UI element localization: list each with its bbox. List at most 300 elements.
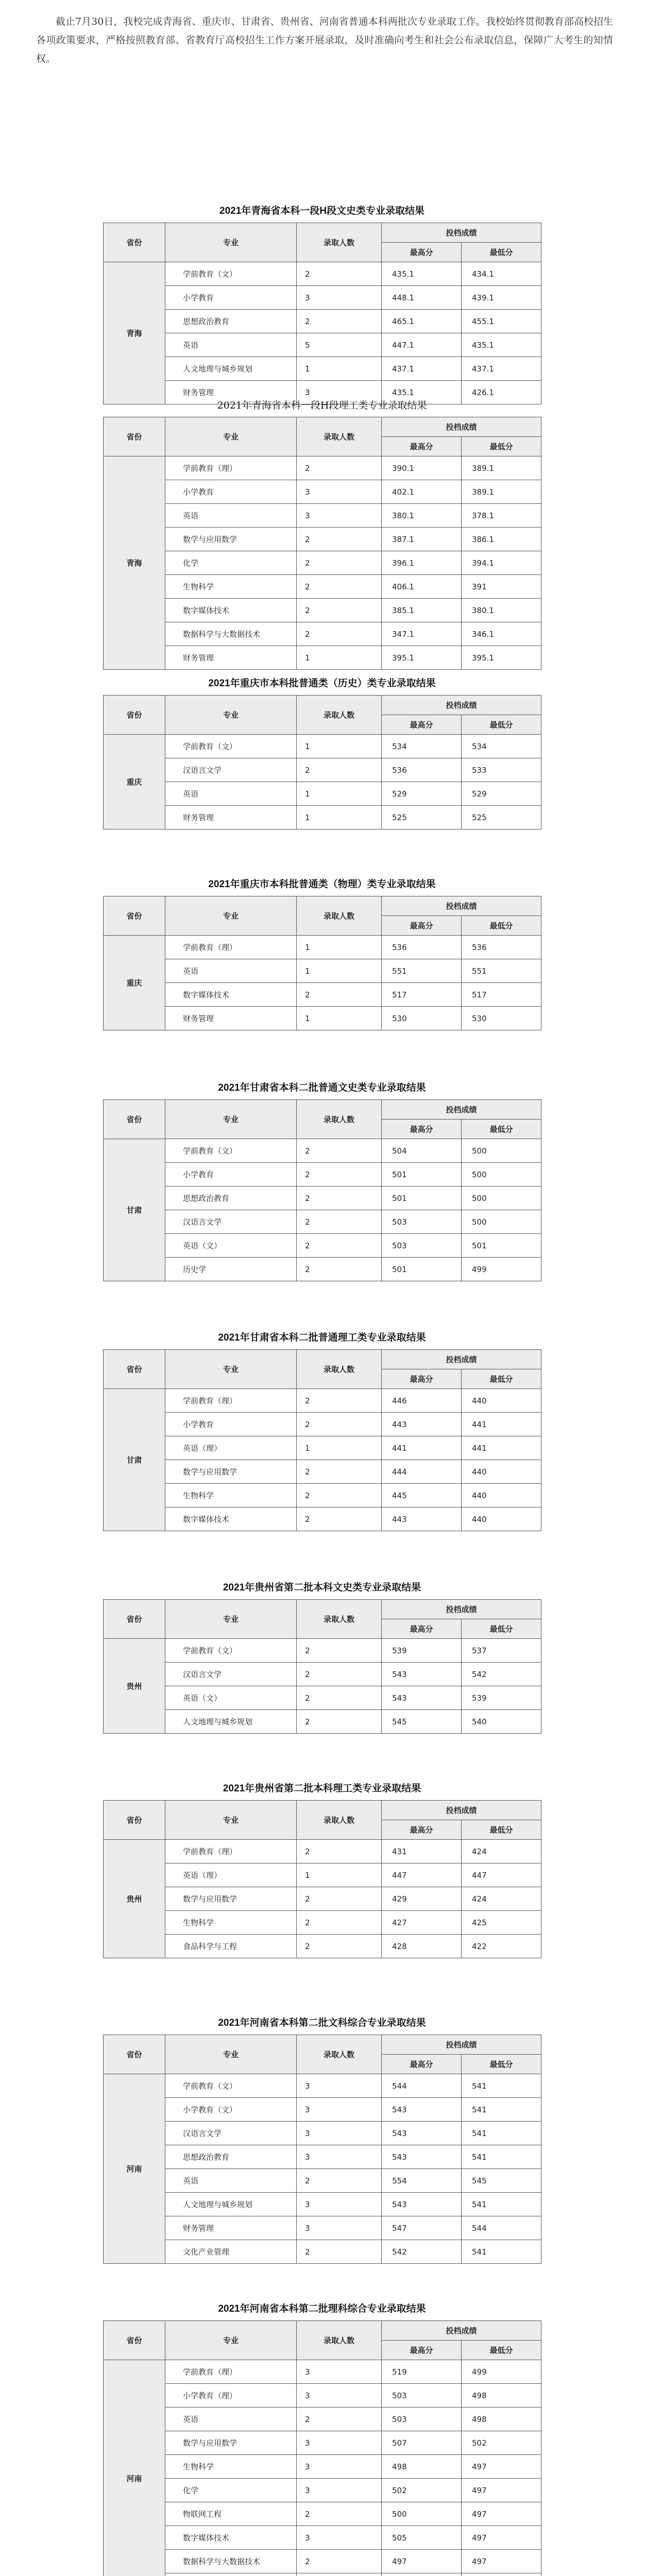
- max-score-cell: 465.1: [382, 310, 462, 333]
- min-score-cell: 440: [462, 1389, 541, 1413]
- admitted-count-cell: 3: [297, 2122, 382, 2145]
- max-score-cell: 534: [382, 735, 462, 758]
- header-major: 专业: [165, 223, 297, 262]
- major-cell: 数字媒体技术: [165, 2526, 297, 2550]
- max-score-cell: 498: [382, 2455, 462, 2479]
- max-score-cell: 530: [382, 1007, 462, 1030]
- header-min-score: 最低分: [462, 1820, 541, 1840]
- table-row: [104, 2145, 541, 2169]
- min-score-cell: 435.1: [462, 333, 541, 357]
- max-score-cell: 505: [382, 2526, 462, 2550]
- table-row: [104, 2408, 541, 2431]
- admitted-count-cell: 2: [297, 1413, 382, 1436]
- min-score-cell: 440: [462, 1484, 541, 1507]
- min-score-cell: 425: [462, 1911, 541, 1935]
- min-score-cell: 498: [462, 2408, 541, 2431]
- table-row: [104, 1210, 541, 1234]
- admitted-count-cell: 5: [297, 333, 382, 357]
- table-row: [104, 1139, 541, 1163]
- header-major: 专业: [165, 417, 297, 456]
- admitted-count-cell: 2: [297, 551, 382, 575]
- table-row: [104, 286, 541, 310]
- header-province: 省份: [104, 1100, 165, 1139]
- min-score-cell: 391: [462, 575, 541, 599]
- table-row: [104, 2526, 541, 2550]
- max-score-cell: 543: [382, 2145, 462, 2169]
- min-score-cell: 437.1: [462, 357, 541, 381]
- admitted-count-cell: 3: [297, 2479, 382, 2502]
- max-score-cell: 517: [382, 983, 462, 1007]
- max-score-cell: 402.1: [382, 480, 462, 504]
- max-score-cell: 380.1: [382, 504, 462, 528]
- header-min-score: 最低分: [462, 1619, 541, 1639]
- major-cell: 学前教育（理）: [165, 936, 297, 959]
- max-score-cell: 507: [382, 2431, 462, 2455]
- max-score-cell: 502: [382, 2479, 462, 2502]
- header-max-score: 最高分: [382, 2341, 462, 2360]
- major-cell: 数字媒体技术: [165, 983, 297, 1007]
- table-row: [104, 2074, 541, 2098]
- max-score-cell: 536: [382, 758, 462, 782]
- min-score-cell: 424: [462, 1840, 541, 1863]
- header-major: 专业: [165, 1801, 297, 1840]
- min-score-cell: 500: [462, 1139, 541, 1163]
- major-cell: 数字媒体技术: [165, 599, 297, 622]
- min-score-cell: 497: [462, 2526, 541, 2550]
- max-score-cell: 536: [382, 936, 462, 959]
- header-score-group: 投档成绩: [382, 417, 541, 437]
- table-row: [104, 2384, 541, 2408]
- major-cell: 思想政治教育: [165, 2145, 297, 2169]
- admitted-count-cell: 2: [297, 1460, 382, 1484]
- section-title: 2021年甘肃省本科二批普通理工类专业录取结果: [218, 1332, 426, 1343]
- min-score-cell: 539: [462, 1686, 541, 1710]
- admission-section: [103, 2012, 541, 2264]
- admitted-count-cell: 2: [297, 1187, 382, 1210]
- table-row: [104, 936, 541, 959]
- header-admitted-count: 录取人数: [297, 223, 382, 262]
- major-cell: 物联网工程: [165, 2502, 297, 2526]
- header-score-group: 投档成绩: [382, 1600, 541, 1619]
- max-score-cell: 547: [382, 2216, 462, 2240]
- max-score-cell: 551: [382, 959, 462, 983]
- table-row: [104, 2098, 541, 2122]
- min-score-cell: 447: [462, 1863, 541, 1887]
- table-row: [104, 575, 541, 599]
- admitted-count-cell: 3: [297, 2431, 382, 2455]
- header-min-score: 最低分: [462, 243, 541, 262]
- major-cell: 财务管理: [165, 646, 297, 670]
- table-row: [104, 782, 541, 806]
- admitted-count-cell: 1: [297, 1436, 382, 1460]
- min-score-cell: 517: [462, 983, 541, 1007]
- major-cell: 思想政治教育: [165, 310, 297, 333]
- max-score-cell: 428: [382, 1935, 462, 1958]
- major-cell: 生物科学: [165, 1911, 297, 1935]
- header-major: 专业: [165, 1600, 297, 1639]
- table-row: [104, 456, 541, 480]
- header-min-score: 最低分: [462, 1120, 541, 1139]
- header-province: 省份: [104, 417, 165, 456]
- table-row: [104, 2431, 541, 2455]
- major-cell: 学前教育（理）: [165, 2360, 297, 2384]
- max-score-cell: 347.1: [382, 622, 462, 646]
- admitted-count-cell: 2: [297, 1507, 382, 1531]
- header-admitted-count: 录取人数: [297, 1350, 382, 1389]
- min-score-cell: 389.1: [462, 480, 541, 504]
- max-score-cell: 543: [382, 2098, 462, 2122]
- admitted-count-cell: 3: [297, 381, 382, 404]
- admitted-count-cell: 2: [297, 1639, 382, 1663]
- admitted-count-cell: 2: [297, 1210, 382, 1234]
- header-min-score: 最低分: [462, 1369, 541, 1389]
- max-score-cell: 543: [382, 1686, 462, 1710]
- admission-table: [103, 1349, 541, 1531]
- admitted-count-cell: 3: [297, 286, 382, 310]
- table-row: [104, 551, 541, 575]
- table-row: [104, 357, 541, 381]
- max-score-cell: 443: [382, 1413, 462, 1436]
- major-cell: 汉语言文学: [165, 1663, 297, 1686]
- header-admitted-count: 录取人数: [297, 896, 382, 936]
- max-score-cell: 448.1: [382, 286, 462, 310]
- major-cell: 英语（理）: [165, 1436, 297, 1460]
- header-max-score: 最高分: [382, 916, 462, 936]
- major-cell: 财务管理: [165, 381, 297, 404]
- max-score-cell: 501: [382, 1258, 462, 1281]
- header-major: 专业: [165, 896, 297, 936]
- max-score-cell: 525: [382, 806, 462, 829]
- header-admitted-count: 录取人数: [297, 696, 382, 735]
- major-cell: 汉语言文学: [165, 2122, 297, 2145]
- min-score-cell: 497: [462, 2550, 541, 2573]
- header-max-score: 最高分: [382, 437, 462, 456]
- major-cell: 英语: [165, 2169, 297, 2193]
- major-cell: 财务管理: [165, 1007, 297, 1030]
- max-score-cell: 542: [382, 2240, 462, 2264]
- max-score-cell: 543: [382, 2122, 462, 2145]
- admitted-count-cell: 3: [297, 2193, 382, 2216]
- admitted-count-cell: 2: [297, 2550, 382, 2573]
- header-min-score: 最低分: [462, 437, 541, 456]
- section-title: 2021年贵州省第二批本科文史类专业录取结果: [223, 1582, 421, 1593]
- min-score-cell: 541: [462, 2240, 541, 2264]
- admitted-count-cell: 2: [297, 1686, 382, 1710]
- table-row: [104, 2573, 541, 2576]
- major-cell: 学前教育（文）: [165, 262, 297, 286]
- major-cell: 化学: [165, 2479, 297, 2502]
- table-row: [104, 599, 541, 622]
- table-row: [104, 735, 541, 758]
- min-score-cell: 529: [462, 782, 541, 806]
- header-province: 省份: [104, 2035, 165, 2074]
- header-max-score: 最高分: [382, 715, 462, 735]
- max-score-cell: 435.1: [382, 381, 462, 404]
- admission-table: [103, 417, 541, 670]
- min-score-cell: 455.1: [462, 310, 541, 333]
- table-row: [104, 504, 541, 528]
- header-admitted-count: 录取人数: [297, 1600, 382, 1639]
- major-cell: 小学教育: [165, 286, 297, 310]
- table-row: [104, 1840, 541, 1863]
- max-score-cell: 543: [382, 2193, 462, 2216]
- major-cell: 数学与应用数学: [165, 1887, 297, 1911]
- table-row: [104, 983, 541, 1007]
- table-row: [104, 1935, 541, 1958]
- admitted-count-cell: 1: [297, 782, 382, 806]
- admitted-count-cell: 2: [297, 310, 382, 333]
- header-major: 专业: [165, 1100, 297, 1139]
- major-cell: 英语: [165, 504, 297, 528]
- table-row: [104, 1258, 541, 1281]
- max-score-cell: 503: [382, 1234, 462, 1258]
- min-score-cell: 500: [462, 1210, 541, 1234]
- admitted-count-cell: 3: [297, 2098, 382, 2122]
- province-cell: 河南: [104, 2074, 165, 2264]
- admitted-count-cell: 2: [297, 1663, 382, 1686]
- min-score-cell: 497: [462, 2479, 541, 2502]
- header-score-group: 投档成绩: [382, 2035, 541, 2055]
- header-score-group: 投档成绩: [382, 1100, 541, 1120]
- max-score-cell: 395.1: [382, 646, 462, 670]
- admitted-count-cell: 1: [297, 1007, 382, 1030]
- major-cell: 小学教育: [165, 1163, 297, 1187]
- admitted-count-cell: 2: [297, 2240, 382, 2264]
- max-score-cell: 385.1: [382, 599, 462, 622]
- max-score-cell: 539: [382, 1639, 462, 1663]
- header-max-score: 最高分: [382, 1120, 462, 1139]
- admitted-count-cell: 1: [297, 646, 382, 670]
- major-cell: 化学: [165, 551, 297, 575]
- province-cell: 贵州: [104, 1639, 165, 1734]
- major-cell: 英语（文）: [165, 1234, 297, 1258]
- table-row: [104, 622, 541, 646]
- major-cell: 数据科学与大数据技术: [165, 2550, 297, 2573]
- min-score-cell: 536: [462, 936, 541, 959]
- header-province: 省份: [104, 1801, 165, 1840]
- min-score-cell: 545: [462, 2169, 541, 2193]
- max-score-cell: 444: [382, 1460, 462, 1484]
- header-score-group: 投档成绩: [382, 896, 541, 916]
- header-max-score: 最高分: [382, 2055, 462, 2074]
- major-cell: 小学教育（理）: [165, 2384, 297, 2408]
- table-row: [104, 2169, 541, 2193]
- admitted-count-cell: 2: [297, 1935, 382, 1958]
- max-score-cell: 554: [382, 2169, 462, 2193]
- table-row: [104, 480, 541, 504]
- major-cell: 学前教育（理）: [165, 1389, 297, 1413]
- admitted-count-cell: 2: [297, 1710, 382, 1734]
- header-major: 专业: [165, 2035, 297, 2074]
- major-cell: 英语: [165, 2408, 297, 2431]
- min-score-cell: 540: [462, 1710, 541, 1734]
- table-row: [104, 528, 541, 551]
- major-cell: 人文地理与城乡规划: [165, 2193, 297, 2216]
- max-score-cell: [382, 2573, 462, 2576]
- min-score-cell: 551: [462, 959, 541, 983]
- admitted-count-cell: 2: [297, 758, 382, 782]
- table-row: [104, 1887, 541, 1911]
- province-cell: 贵州: [104, 1840, 165, 1958]
- admitted-count-cell: 2: [297, 1163, 382, 1187]
- table-row: [104, 333, 541, 357]
- max-score-cell: 503: [382, 2384, 462, 2408]
- table-row: [104, 1163, 541, 1187]
- table-row: [104, 1863, 541, 1887]
- header-score-group: 投档成绩: [382, 696, 541, 715]
- major-cell: 数学与应用数学: [165, 528, 297, 551]
- major-cell: 食品科学与工程: [165, 1935, 297, 1958]
- intro-paragraph: 截止7月30日，我校完成青海省、重庆市、甘肃省、贵州省、河南省普通本科两批次专业录取工作。我校始终贯彻教育部高校招生各项政策要求，严格按照教育部、省教育厅高校招生工作方案开展录取，及时准确向考生和社会公布录取信息，保障广大考生的知情权。: [36, 16, 613, 64]
- admitted-count-cell: 3: [297, 2360, 382, 2384]
- admission-table: [103, 2320, 541, 2576]
- major-cell: 小学教育: [165, 480, 297, 504]
- table-row: [104, 1639, 541, 1663]
- admitted-count-cell: 2: [297, 1258, 382, 1281]
- admitted-count-cell: 2: [297, 575, 382, 599]
- min-score-cell: 534: [462, 735, 541, 758]
- admission-table: [103, 1099, 541, 1281]
- max-score-cell: 437.1: [382, 357, 462, 381]
- header-score-group: 投档成绩: [382, 1350, 541, 1369]
- table-row: [104, 2122, 541, 2145]
- admitted-count-cell: 2: [297, 1911, 382, 1935]
- min-score-cell: 541: [462, 2122, 541, 2145]
- section-title: 2021年河南省本科第二批文科综合专业录取结果: [218, 2018, 426, 2028]
- min-score-cell: 441: [462, 1413, 541, 1436]
- max-score-cell: 435.1: [382, 262, 462, 286]
- admission-table: [103, 896, 541, 1030]
- admitted-count-cell: 3: [297, 480, 382, 504]
- min-score-cell: 541: [462, 2193, 541, 2216]
- table-row: [104, 1663, 541, 1686]
- major-cell: 学前教育（理）: [165, 456, 297, 480]
- major-cell: 英语（文）: [165, 1686, 297, 1710]
- min-score-cell: 541: [462, 2145, 541, 2169]
- max-score-cell: 497: [382, 2550, 462, 2573]
- admitted-count-cell: 3: [297, 2384, 382, 2408]
- admitted-count-cell: [297, 2573, 382, 2576]
- major-cell: 数据科学与大数据技术: [165, 622, 297, 646]
- header-score-group: 投档成绩: [382, 2321, 541, 2341]
- max-score-cell: 431: [382, 1840, 462, 1863]
- admission-table: [103, 1800, 541, 1958]
- min-score-cell: 434.1: [462, 262, 541, 286]
- admission-section: [103, 1327, 541, 1531]
- table-row: [104, 1389, 541, 1413]
- header-min-score: 最低分: [462, 2055, 541, 2074]
- section-title: 2021年贵州省第二批本科理工类专业录取结果: [223, 1783, 421, 1794]
- table-row: [104, 1507, 541, 1531]
- admitted-count-cell: 2: [297, 1840, 382, 1863]
- min-score-cell: 499: [462, 2360, 541, 2384]
- table-row: [104, 2502, 541, 2526]
- major-cell: 数学与应用数学: [165, 1460, 297, 1484]
- major-cell: 数字媒体技术: [165, 1507, 297, 1531]
- min-score-cell: 389.1: [462, 456, 541, 480]
- min-score-cell: 346.1: [462, 622, 541, 646]
- major-cell: 英语: [165, 959, 297, 983]
- admitted-count-cell: 3: [297, 2074, 382, 2098]
- max-score-cell: 429: [382, 1887, 462, 1911]
- header-score-group: 投档成绩: [382, 223, 541, 243]
- header-min-score: 最低分: [462, 2341, 541, 2360]
- section-title: 2021年青海省本科一段H段理工类专业录取结果: [217, 400, 427, 411]
- major-cell: 文化产业管理: [165, 2240, 297, 2264]
- max-score-cell: 503: [382, 2408, 462, 2431]
- header-admitted-count: 录取人数: [297, 1100, 382, 1139]
- table-row: [104, 1187, 541, 1210]
- max-score-cell: 396.1: [382, 551, 462, 575]
- header-admitted-count: 录取人数: [297, 2321, 382, 2360]
- table-row: [104, 1413, 541, 1436]
- min-score-cell: 440: [462, 1460, 541, 1484]
- min-score-cell: 500: [462, 1163, 541, 1187]
- admitted-count-cell: 1: [297, 806, 382, 829]
- major-cell: 财务管理: [165, 806, 297, 829]
- min-score-cell: 525: [462, 806, 541, 829]
- header-province: 省份: [104, 2321, 165, 2360]
- table-row: [104, 1710, 541, 1734]
- province-cell: 甘肃: [104, 1389, 165, 1531]
- province-cell: 河南: [104, 2360, 165, 2576]
- major-cell: 生物科学: [165, 2455, 297, 2479]
- max-score-cell: 545: [382, 1710, 462, 1734]
- province-cell: 青海: [104, 456, 165, 670]
- admission-section: [103, 672, 541, 829]
- header-province: 省份: [104, 696, 165, 735]
- major-cell: 英语（理）: [165, 1863, 297, 1887]
- max-score-cell: 501: [382, 1163, 462, 1187]
- major-cell: 学前教育（文）: [165, 1139, 297, 1163]
- major-cell: 小学教育（文）: [165, 2098, 297, 2122]
- min-score-cell: 426.1: [462, 381, 541, 404]
- table-row: [104, 1436, 541, 1460]
- table-row: [104, 2216, 541, 2240]
- table-row: [104, 2360, 541, 2384]
- major-cell: 学前教育（文）: [165, 1639, 297, 1663]
- admitted-count-cell: 2: [297, 1484, 382, 1507]
- max-score-cell: 387.1: [382, 528, 462, 551]
- min-score-cell: 395.1: [462, 646, 541, 670]
- header-admitted-count: 录取人数: [297, 417, 382, 456]
- header-major: 专业: [165, 2321, 297, 2360]
- admitted-count-cell: 3: [297, 2216, 382, 2240]
- major-cell: 英语: [165, 782, 297, 806]
- max-score-cell: 445: [382, 1484, 462, 1507]
- admission-section: [103, 200, 541, 404]
- min-score-cell: 439.1: [462, 286, 541, 310]
- major-cell: 小学教育: [165, 1413, 297, 1436]
- header-major: 专业: [165, 1350, 297, 1389]
- province-cell: 青海: [104, 262, 165, 404]
- admitted-count-cell: 1: [297, 936, 382, 959]
- header-admitted-count: 录取人数: [297, 2035, 382, 2074]
- max-score-cell: 500: [382, 2502, 462, 2526]
- max-score-cell: 501: [382, 1187, 462, 1210]
- admitted-count-cell: 2: [297, 599, 382, 622]
- min-score-cell: 541: [462, 2074, 541, 2098]
- min-score-cell: 378.1: [462, 504, 541, 528]
- min-score-cell: 497: [462, 2502, 541, 2526]
- header-score-group: 投档成绩: [382, 1801, 541, 1820]
- admitted-count-cell: 2: [297, 2408, 382, 2431]
- min-score-cell: 424: [462, 1887, 541, 1911]
- major-cell: 数学与应用数学: [165, 2431, 297, 2455]
- min-score-cell: 533: [462, 758, 541, 782]
- min-score-cell: 422: [462, 1935, 541, 1958]
- major-cell: 人文地理与城乡规划: [165, 357, 297, 381]
